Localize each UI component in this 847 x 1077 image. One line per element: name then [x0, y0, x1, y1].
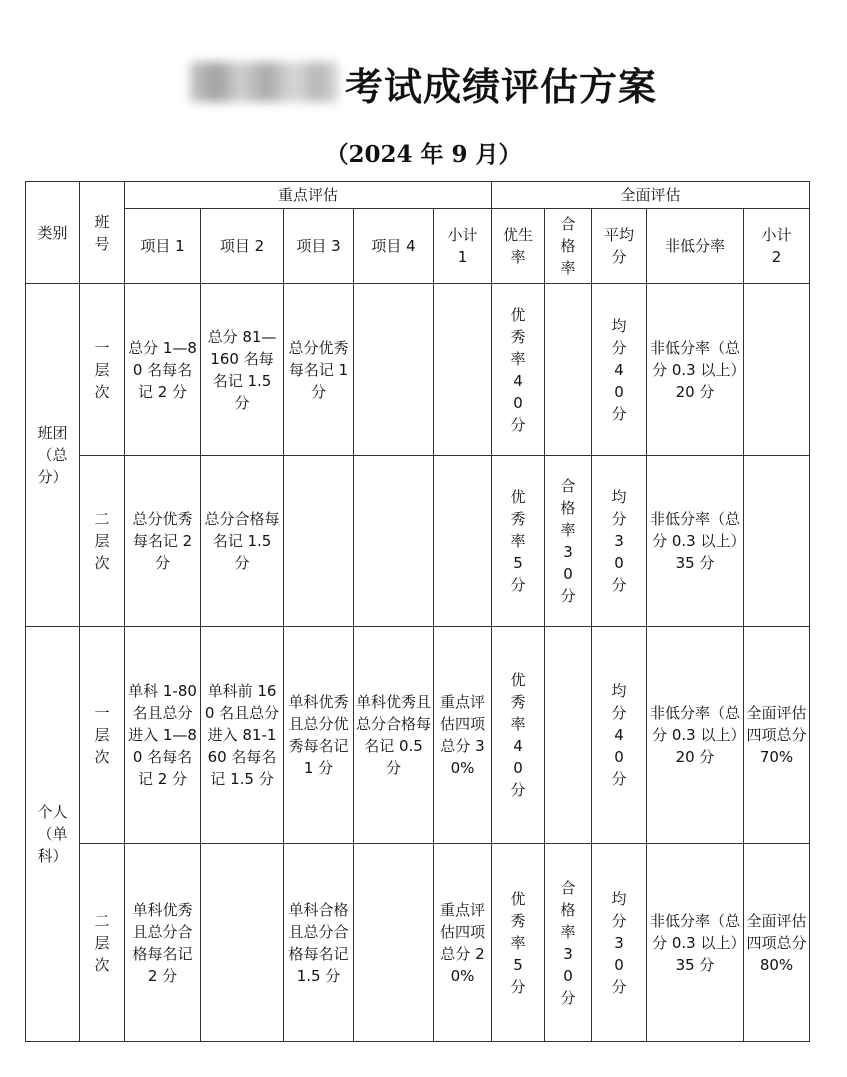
header-row-1 [26, 182, 810, 209]
subtotal1-cell: 重点评估四项总分 20% [434, 844, 492, 1042]
average-cell: 均分40分 [592, 284, 647, 456]
average-cell: 均分40分 [592, 627, 647, 844]
table-row [26, 456, 810, 627]
header-average: 平均分 [592, 209, 647, 284]
header-subtotal1: 小计1 [434, 209, 492, 284]
evaluation-table [25, 181, 810, 1042]
header-class-no: 班号 [80, 182, 125, 284]
category-cell: 个人（单科） [26, 627, 80, 1042]
header-category: 类别 [26, 182, 80, 284]
header-subtotal2: 小计2 [744, 209, 810, 284]
table-row [26, 627, 810, 844]
item2-cell: 总分 81—160 名每名记 1.5 分 [201, 284, 284, 456]
non-low-cell: 非低分率（总分 0.3 以上）20 分 [647, 284, 744, 456]
item4-cell [354, 456, 434, 627]
item2-cell: 总分合格每名记 1.5 分 [201, 456, 284, 627]
pass-cell [545, 627, 592, 844]
header-item3: 项目 3 [284, 209, 354, 284]
subtotal1-cell [434, 456, 492, 627]
item4-cell [354, 844, 434, 1042]
header-item1: 项目 1 [125, 209, 201, 284]
document-date: （2024 年 9 月） [325, 141, 522, 168]
item4-cell [354, 284, 434, 456]
header-pass-rate: 合格率 [545, 209, 592, 284]
average-cell: 均分30分 [592, 456, 647, 627]
item1-cell: 单科优秀且总分合格每名记 2 分 [125, 844, 201, 1042]
item1-cell: 单科 1-80 名且总分进入 1—80 名每名记 2 分 [125, 627, 201, 844]
non-low-cell: 非低分率（总分 0.3 以上）35 分 [647, 844, 744, 1042]
subtotal2-cell [744, 284, 810, 456]
pass-cell: 合格率30分 [545, 844, 592, 1042]
excellent-cell: 优秀率40分 [492, 627, 545, 844]
table-row [26, 844, 810, 1042]
item3-cell: 总分优秀每名记 1 分 [284, 284, 354, 456]
level-cell: 一层次 [80, 284, 125, 456]
item3-cell [284, 456, 354, 627]
subtotal2-cell [744, 456, 810, 627]
item1-cell: 总分 1—80 名每名记 2 分 [125, 284, 201, 456]
header-excellent-rate: 优生率 [492, 209, 545, 284]
title-row [0, 54, 847, 114]
header-key-eval: 重点评估 [125, 182, 492, 209]
item1-cell: 总分优秀每名记 2 分 [125, 456, 201, 627]
excellent-cell: 优秀率5分 [492, 456, 545, 627]
header-row-2 [26, 209, 810, 284]
subtotal2-cell: 全面评估四项总分 80% [744, 844, 810, 1042]
pass-cell: 合格率30分 [545, 456, 592, 627]
level-cell: 二层次 [80, 456, 125, 627]
subtotal1-cell [434, 284, 492, 456]
category-cell: 班团（总分） [26, 284, 80, 627]
subtotal2-cell: 全面评估四项总分 70% [744, 627, 810, 844]
item2-cell [201, 844, 284, 1042]
item2-cell: 单科前 160 名且总分进入 81-160 名每名记 1.5 分 [201, 627, 284, 844]
excellent-cell: 优秀率40分 [492, 284, 545, 456]
item4-cell: 单科优秀且总分合格每名记 0.5 分 [354, 627, 434, 844]
header-full-eval: 全面评估 [492, 182, 810, 209]
level-cell: 二层次 [80, 844, 125, 1042]
subtotal1-cell: 重点评估四项总分 30% [434, 627, 492, 844]
page-title: 考试成绩评估方案 [345, 64, 658, 109]
redacted-school-name [190, 62, 338, 102]
pass-cell [545, 284, 592, 456]
excellent-cell: 优秀率5分 [492, 844, 545, 1042]
header-item4: 项目 4 [354, 209, 434, 284]
item3-cell: 单科优秀且总分优秀每名记 1 分 [284, 627, 354, 844]
non-low-cell: 非低分率（总分 0.3 以上）20 分 [647, 627, 744, 844]
non-low-cell: 非低分率（总分 0.3 以上）35 分 [647, 456, 744, 627]
average-cell: 均分30分 [592, 844, 647, 1042]
level-cell: 一层次 [80, 627, 125, 844]
item3-cell: 单科合格且总分合格每名记 1.5 分 [284, 844, 354, 1042]
header-item2: 项目 2 [201, 209, 284, 284]
header-non-low-rate: 非低分率 [647, 209, 744, 284]
table-row [26, 284, 810, 456]
